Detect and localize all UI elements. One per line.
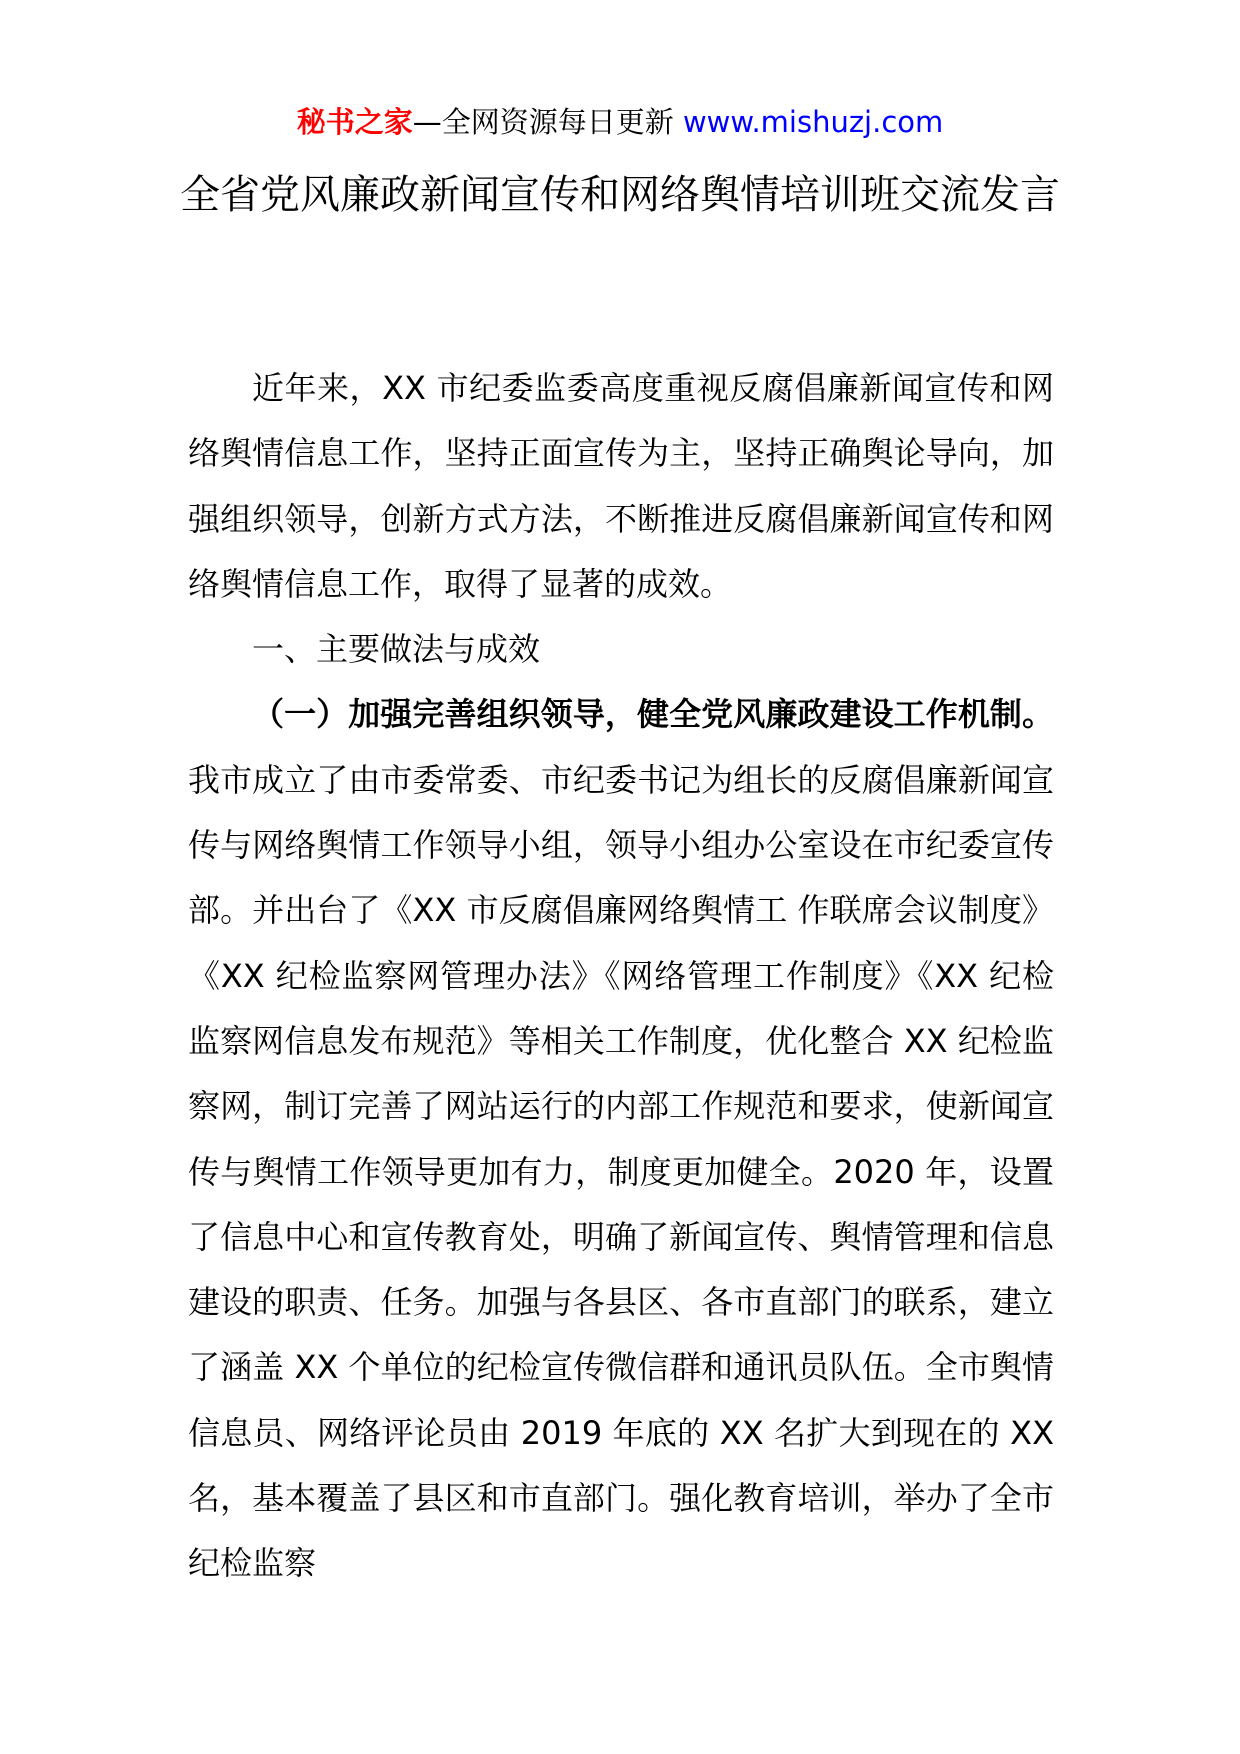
- document-title: 全省党风廉政新闻宣传和网络舆情培训班交流发言: [180, 172, 1060, 218]
- subsection-paragraph: [188, 682, 1054, 1596]
- site-header: [0, 102, 1240, 142]
- site-tagline: —全网资源每日更新: [412, 105, 683, 139]
- section-heading: 一、主要做法与成效: [252, 630, 541, 669]
- subsection-body-text: 我市成立了由市委常委、市纪委书记为组长的反腐倡廉新闻宣传与网络舆情工作领导小组，领导小组办公室设在市纪委宣传部。并出台了《XX 市反腐倡廉网络舆情工 作联席会议制度》《XX 纪检监察网管理办法》《网络管理工作制度》《XX 纪检监察网信息发布规范》等相关工作制度，优化整合 XX 纪检监察网，制订完善了网站运行的内部工作规范和要求，使新闻宣传与舆情工作领导更加有力，制度更加健全。2020 年，设置了信息中心和宣传教育处，明确了新闻宣传、舆情管理和信息建设的职责、任务。加强与各县区、各市直部门的联系，建立了涵盖 XX 个单位的纪检宣传微信群和通讯员队伍。全市舆情信息员、网络评论员由 2019 年底的 XX 名扩大到现在的 XX 名，基本覆盖了县区和市直部门。强化教育培训，举办了全市纪检监察: [188, 760, 1054, 1583]
- intro-paragraph: 近年来，XX 市纪委监委高度重视反腐倡廉新闻宣传和网络舆情信息工作，坚持正面宣传为主，坚持正确舆论导向，加强组织领导，创新方式方法，不断推进反腐倡廉新闻宣传和网络舆情信息工作，取得了显著的成效。: [188, 369, 1054, 603]
- document-body: [188, 356, 1054, 1597]
- subsection-heading: （一）加强完善组织领导，健全党风廉政建设工作机制。: [252, 695, 1054, 734]
- site-brand: 秘书之家: [296, 105, 413, 139]
- site-url-link[interactable]: www.mishuzj.com: [682, 105, 944, 139]
